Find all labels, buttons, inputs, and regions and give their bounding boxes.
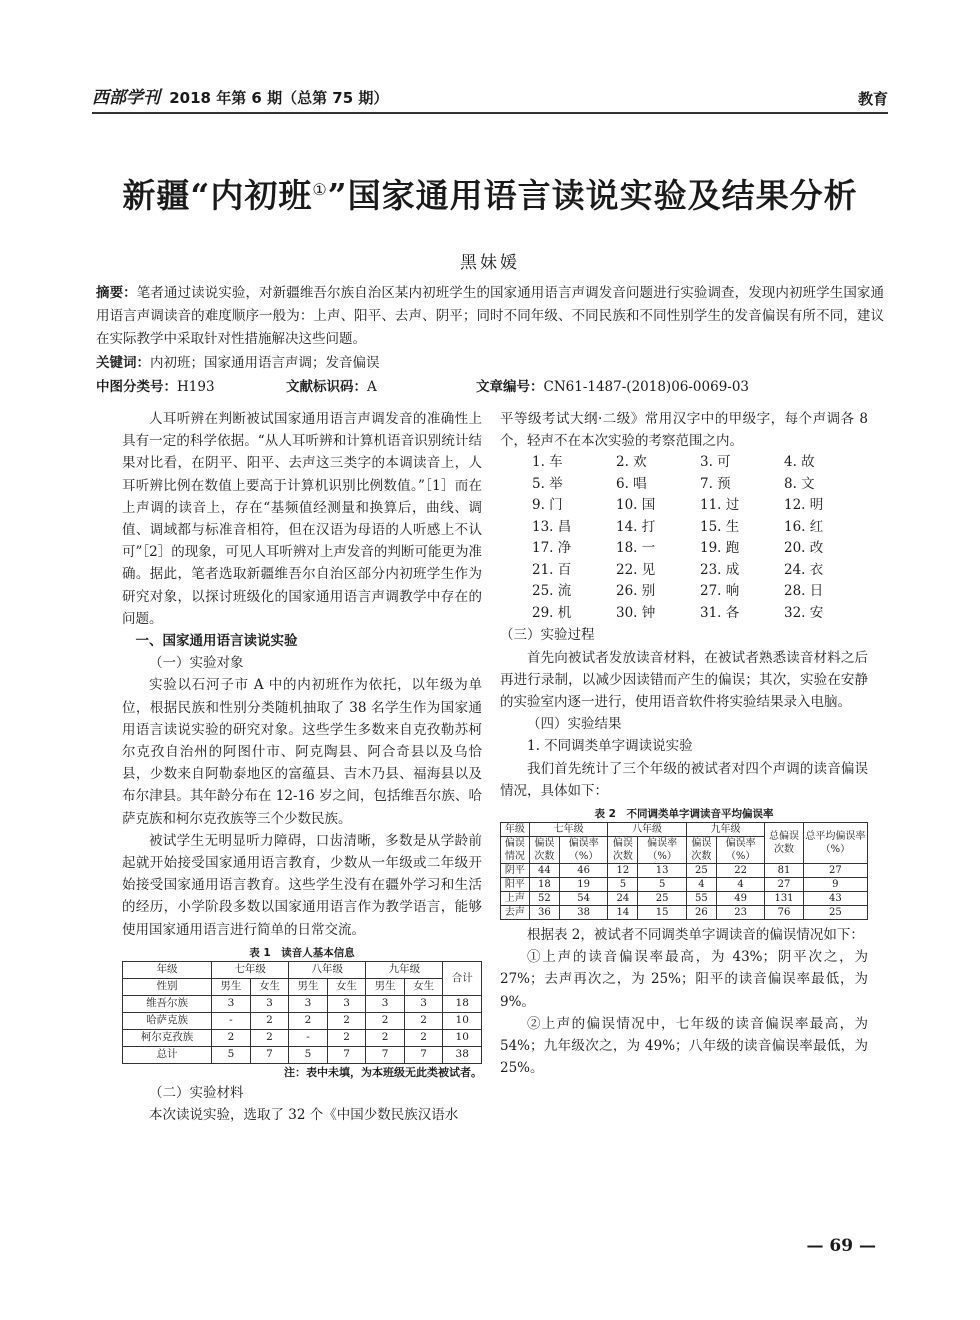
table-header: 偏误率（%） bbox=[638, 837, 686, 864]
table-cell: 4 bbox=[686, 878, 716, 892]
table2-caption: 表 2 不同调类单字调读音平均偏误率 bbox=[594, 808, 774, 821]
list-item: 9. 门 bbox=[532, 497, 563, 514]
table-cell: 10 bbox=[443, 1012, 482, 1029]
table-cell: 81 bbox=[765, 864, 803, 878]
abstract-block bbox=[96, 282, 884, 399]
table-header: 偏误率（%） bbox=[716, 837, 764, 864]
table-cell: 25 bbox=[803, 906, 867, 920]
table-cell: 2 bbox=[212, 1029, 251, 1046]
table-cell: 26 bbox=[686, 906, 716, 920]
doc-code-value: A bbox=[367, 379, 377, 395]
list-item: 24. 衣 bbox=[784, 561, 824, 578]
table-cell: 19 bbox=[559, 878, 607, 892]
table-cell: 131 bbox=[765, 892, 803, 906]
title-footnote-mark: ① bbox=[312, 180, 328, 199]
table-header: 男生 bbox=[366, 978, 405, 995]
table1-caption: 表 1 读音人基本信息 bbox=[249, 946, 355, 959]
table-cell: 49 bbox=[716, 892, 764, 906]
classification-row bbox=[96, 375, 884, 399]
table-cell: 2 bbox=[366, 1029, 405, 1046]
table-row bbox=[501, 864, 868, 878]
table-cell: 23 bbox=[716, 906, 764, 920]
table-row bbox=[501, 906, 868, 920]
list-item: 12. 明 bbox=[784, 497, 824, 514]
clc-label: 中图分类号： bbox=[96, 379, 177, 395]
table-row bbox=[501, 892, 868, 906]
table-cell: 76 bbox=[765, 906, 803, 920]
row-label: 哈萨克族 bbox=[123, 1012, 212, 1029]
table-cell: 2 bbox=[366, 1012, 405, 1029]
table-cell: 3 bbox=[212, 995, 251, 1012]
table-cell: 43 bbox=[803, 892, 867, 906]
table-cell: 25 bbox=[686, 864, 716, 878]
list-item: 21. 百 bbox=[532, 561, 572, 578]
table-row bbox=[123, 1012, 482, 1029]
table2 bbox=[500, 822, 868, 920]
subsection-heading: （二）实验材料 bbox=[149, 1084, 244, 1101]
table-header: 偏误情况 bbox=[501, 837, 530, 864]
paragraph: 被试学生无明显听力障碍，口齿清晰，多数是从学龄前起就开始接受国家通用语言教育，少数从一年级或二年级开始接受国家通用语言教育。这些学生没有在疆外学习和生活的经历，小学阶段多数以国家通用语言作为教学语言，能够使用国家通用语言进行简单的日常交流。 bbox=[122, 832, 482, 938]
list-item: 22. 见 bbox=[616, 561, 656, 578]
table-cell: 7 bbox=[404, 1046, 443, 1063]
list-item: 18. 一 bbox=[616, 540, 656, 557]
table-cell: 3 bbox=[250, 995, 289, 1012]
list-item: 10. 国 bbox=[616, 497, 656, 514]
table-header: 女生 bbox=[327, 978, 366, 995]
table-row bbox=[123, 1046, 482, 1063]
list-item: 25. 流 bbox=[532, 583, 572, 600]
title-part-2: ”国家通用语言读说实验及结果分析 bbox=[327, 176, 858, 215]
table-cell: 14 bbox=[608, 906, 638, 920]
table-header: 女生 bbox=[404, 978, 443, 995]
table-cell: 7 bbox=[250, 1046, 289, 1063]
article-title bbox=[60, 170, 920, 217]
table-cell: 7 bbox=[366, 1046, 405, 1063]
table-cell: 3 bbox=[327, 995, 366, 1012]
list-item: 6. 唱 bbox=[616, 475, 647, 492]
page-number: — 69 — bbox=[806, 1236, 876, 1256]
journal-info bbox=[92, 83, 388, 112]
table-header: 九年级 bbox=[686, 823, 764, 837]
table-cell: - bbox=[212, 1012, 251, 1029]
table-header: 偏误次数 bbox=[529, 837, 559, 864]
subsection-heading: （四）实验结果 bbox=[527, 716, 622, 733]
table-header: 性别 bbox=[123, 978, 212, 995]
table-cell: 10 bbox=[443, 1029, 482, 1046]
table-row bbox=[123, 1029, 482, 1046]
abstract-label: 摘要： bbox=[96, 285, 137, 301]
paragraph: ①上声的读音偏误率最高，为 43%；阴平次之，为 27%；去声再次之，为 25%；阳平的读音偏误率最低，为 9%。 bbox=[500, 949, 868, 1010]
table-header: 七年级 bbox=[212, 961, 289, 978]
table-cell: 2 bbox=[404, 1012, 443, 1029]
table-header: 偏误次数 bbox=[608, 837, 638, 864]
list-item: 29. 机 bbox=[532, 604, 572, 621]
table-header: 总偏误次数 bbox=[765, 823, 803, 864]
list-item: 13. 昌 bbox=[532, 518, 572, 535]
table-cell: 2 bbox=[250, 1029, 289, 1046]
table-cell: 44 bbox=[529, 864, 559, 878]
paragraph: 首先向被试者发放读音材料，在被试者熟悉读音材料之后再进行录制，以减少因读错而产生的偏误；其次，实验在安静的实验室内逐一进行，使用语音软件将实验结果录入电脑。 bbox=[500, 649, 868, 711]
paragraph: 平等级考试大纲·二级》常用汉字中的甲级字，每个声调各 8 个，轻声不在本次实验的考察范围之内。 bbox=[500, 411, 868, 450]
table-header: 偏误次数 bbox=[686, 837, 716, 864]
keywords-text: 内初班；国家通用语言声调；发音偏误 bbox=[150, 355, 380, 371]
table-cell: - bbox=[289, 1029, 328, 1046]
table-cell: 18 bbox=[529, 878, 559, 892]
list-item: 1. 车 bbox=[532, 454, 563, 471]
table1-body bbox=[123, 995, 482, 1063]
table-header: 九年级 bbox=[366, 961, 443, 978]
table-row bbox=[123, 995, 482, 1012]
row-label: 上声 bbox=[501, 892, 530, 906]
doc-code-label: 文献标识码： bbox=[286, 379, 367, 395]
table-cell: 2 bbox=[327, 1029, 366, 1046]
clc-value: H193 bbox=[177, 379, 215, 395]
list-item: 4. 故 bbox=[784, 454, 815, 471]
title-part-1: 新疆“内初班 bbox=[122, 176, 313, 215]
section-label: 教育 bbox=[857, 90, 888, 108]
left-column bbox=[122, 408, 482, 1126]
list-item: 32. 安 bbox=[784, 604, 824, 621]
table-header: 八年级 bbox=[289, 961, 366, 978]
table-cell: 5 bbox=[638, 878, 686, 892]
sub-subsection-heading: 1. 不同调类单字调读说实验 bbox=[527, 738, 693, 755]
paragraph: ②上声的偏误情况中，七年级的读音偏误率最高，为 54%；九年级次之，为 49%；八年级的读音偏误率最低，为 25%。 bbox=[500, 1015, 868, 1077]
table-cell: 5 bbox=[289, 1046, 328, 1063]
list-item: 27. 响 bbox=[700, 583, 740, 600]
table-cell: 27 bbox=[803, 864, 867, 878]
list-item: 30. 钟 bbox=[616, 604, 656, 621]
table-cell: 5 bbox=[608, 878, 638, 892]
table-cell: 12 bbox=[608, 864, 638, 878]
article-no-label: 文章编号： bbox=[476, 379, 544, 395]
paragraph: 根据表 2，被试者不同调类单字调读音的偏误情况如下： bbox=[527, 927, 864, 944]
row-label: 阴平 bbox=[501, 864, 530, 878]
table-header: 女生 bbox=[250, 978, 289, 995]
list-item: 19. 跑 bbox=[700, 540, 740, 557]
table-cell: 38 bbox=[443, 1046, 482, 1063]
paragraph: 人耳听辨在判断被试国家通用语言声调发音的准确性上具有一定的科学依据。“从人耳听辨和计算机语音识别统计结果对比看，在阴平、阳平、去声这三类字的本调读音上，人耳听辨比例在数值上要高于计算机识别比例数值。”［1］而在上声调的读音上，存在“基频值经测量和换算后，曲线、调值、调域都与标准音相符，但在汉语为母语的人听感上不认可”［2］的现象，可见人耳听辨对上声发音的判断可能更为准确。据此，笔者选取新疆维吾尔自治区部分内初班学生作为研究对象，以探讨班级化的国家通用语言声调教学中存在的问题。 bbox=[122, 411, 482, 627]
table-cell: 55 bbox=[686, 892, 716, 906]
table-cell: 24 bbox=[608, 892, 638, 906]
article-no-value: CN61-1487-(2018)06-0069-03 bbox=[543, 379, 750, 395]
table-cell: 9 bbox=[803, 878, 867, 892]
list-item: 3. 可 bbox=[700, 454, 731, 471]
issue-info: 2018 年第 6 期（总第 75 期） bbox=[169, 89, 389, 107]
table1 bbox=[122, 961, 482, 1064]
abstract bbox=[96, 282, 884, 351]
table-cell: 5 bbox=[212, 1046, 251, 1063]
table-cell: 36 bbox=[529, 906, 559, 920]
table-header: 七年级 bbox=[529, 823, 607, 837]
list-item: 26. 别 bbox=[616, 583, 656, 600]
table1-note: 注：表中未填，为本班级无此类被试者。 bbox=[284, 1065, 482, 1079]
list-item: 20. 改 bbox=[784, 540, 824, 557]
table-header: 八年级 bbox=[608, 823, 686, 837]
abstract-text: 笔者通过读说实验，对新疆维吾尔族自治区某内初班学生的国家通用语言声调发音问题进行实验调查，发现内初班学生国家通用语言声调读音的难度顺序一般为：上声、阳平、去声、阴平；同时不同年级、不同民族和不同性别学生的发音偏误有所不同，建议在实际教学中采取针对性措施解决这些问题。 bbox=[96, 285, 885, 347]
list-item: 17. 净 bbox=[532, 540, 572, 557]
row-label: 维吾尔族 bbox=[123, 995, 212, 1012]
table-cell: 2 bbox=[289, 1012, 328, 1029]
table-cell: 13 bbox=[638, 864, 686, 878]
list-item: 28. 日 bbox=[784, 583, 824, 600]
table-cell: 52 bbox=[529, 892, 559, 906]
row-label: 总计 bbox=[123, 1046, 212, 1063]
table-cell: 18 bbox=[443, 995, 482, 1012]
list-item: 5. 举 bbox=[532, 475, 563, 492]
section-heading: 一、国家通用语言读说实验 bbox=[135, 633, 298, 650]
table-cell: 22 bbox=[716, 864, 764, 878]
table-cell: 4 bbox=[716, 878, 764, 892]
table-row bbox=[501, 878, 868, 892]
row-label: 阳平 bbox=[501, 878, 530, 892]
table-cell: 38 bbox=[559, 906, 607, 920]
table-cell: 3 bbox=[366, 995, 405, 1012]
keywords bbox=[96, 351, 884, 375]
character-list bbox=[500, 452, 868, 624]
row-label: 去声 bbox=[501, 906, 530, 920]
table-cell: 46 bbox=[559, 864, 607, 878]
table-cell: 54 bbox=[559, 892, 607, 906]
paragraph: 我们首先统计了三个年级的被试者对四个声调的读音偏误情况，具体如下： bbox=[500, 760, 868, 799]
table-cell: 27 bbox=[765, 878, 803, 892]
table-cell: 3 bbox=[404, 995, 443, 1012]
right-column bbox=[500, 408, 868, 1079]
table-header: 男生 bbox=[212, 978, 251, 995]
list-item: 14. 打 bbox=[616, 518, 656, 535]
list-item: 15. 生 bbox=[700, 518, 740, 535]
list-item: 11. 过 bbox=[700, 497, 740, 514]
subsection-heading: （三）实验过程 bbox=[500, 627, 595, 644]
table-cell: 25 bbox=[638, 892, 686, 906]
row-label: 柯尔克孜族 bbox=[123, 1029, 212, 1046]
journal-name: 西部学刊 bbox=[92, 88, 160, 108]
keywords-label: 关键词： bbox=[96, 355, 150, 371]
list-item: 7. 预 bbox=[700, 475, 731, 492]
author-name: 黑妹媛 bbox=[460, 253, 520, 273]
list-item: 16. 红 bbox=[784, 518, 824, 535]
table-header: 男生 bbox=[289, 978, 328, 995]
table-header: 总平均偏误率（%） bbox=[803, 823, 867, 864]
paragraph: 实验以石河子市 A 中的内初班作为依托，以年级为单位，根据民族和性别分类随机抽取了 38 名学生作为国家通用语言读说实验的研究对象。这些学生多数来自克孜勒苏柯尔克孜自治州的阿图什市、阿克陶县、阿合奇县以及乌恰县，少数来自阿勒泰地区的富蕴县、吉木乃县、福海县以及布尔津县。其年龄分布在 12-16 岁之间，包括维吾尔族、哈萨克族和柯尔克孜族等三个少数民族。 bbox=[122, 677, 482, 827]
table-header: 年级 bbox=[123, 961, 212, 978]
table-header: 年级 bbox=[501, 823, 530, 837]
table-cell: 7 bbox=[327, 1046, 366, 1063]
table2-body bbox=[501, 864, 868, 920]
table-cell: 15 bbox=[638, 906, 686, 920]
list-item: 2. 欢 bbox=[616, 454, 647, 471]
paragraph: 本次读说实验，选取了 32 个《中国少数民族汉语水 bbox=[149, 1107, 459, 1124]
table-cell: 2 bbox=[327, 1012, 366, 1029]
table-cell: 3 bbox=[289, 995, 328, 1012]
list-item: 8. 文 bbox=[784, 475, 815, 492]
running-header bbox=[92, 84, 888, 114]
table-header: 合计 bbox=[443, 961, 482, 995]
list-item: 23. 成 bbox=[700, 561, 740, 578]
table-cell: 2 bbox=[404, 1029, 443, 1046]
table-cell: 2 bbox=[250, 1012, 289, 1029]
table-header: 偏误率（%） bbox=[559, 837, 607, 864]
list-item: 31. 各 bbox=[700, 604, 740, 621]
subsection-heading: （一）实验对象 bbox=[149, 655, 244, 672]
